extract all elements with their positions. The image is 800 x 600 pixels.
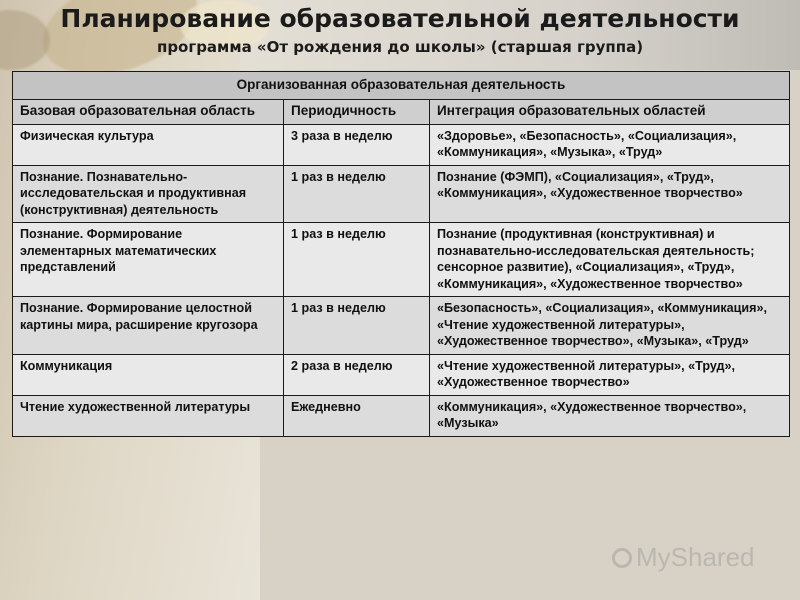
watermark-text: MyShared [636, 542, 755, 572]
column-header-integration: Интеграция образовательных областей [430, 100, 790, 125]
cell-area: Познание. Формирование элементарных математических представлений [13, 223, 284, 297]
cell-integration: «Здоровье», «Безопасность», «Социализация», «Коммуникация», «Музыка», «Труд» [430, 124, 790, 165]
table-row [13, 395, 790, 436]
cell-frequency: 1 раз в неделю [284, 165, 430, 223]
table-row [13, 223, 790, 297]
cell-frequency: 1 раз в неделю [284, 223, 430, 297]
watermark-logo [612, 542, 772, 576]
slide-header [0, 0, 800, 70]
cell-integration: «Безопасность», «Социализация», «Коммуникация», «Чтение художественной литературы», «Художественное творчество», «Музыка», «Труд» [430, 297, 790, 355]
column-header-area: Базовая образовательная область [13, 100, 284, 125]
cell-integration: «Чтение художественной литературы», «Труд», «Художественное творчество» [430, 354, 790, 395]
table-row [13, 124, 790, 165]
planning-table [12, 71, 790, 437]
cell-area: Познание. Формирование целостной картины мира, расширение кругозора [13, 297, 284, 355]
cell-frequency: Ежедневно [284, 395, 430, 436]
column-header-frequency: Периодичность [284, 100, 430, 125]
cell-integration: «Коммуникация», «Художественное творчество», «Музыка» [430, 395, 790, 436]
page-title: Планирование образовательной деятельности [60, 4, 740, 33]
cell-area: Познание. Познавательно-исследовательская и продуктивная (конструктивная) деятельность [13, 165, 284, 223]
watermark-icon [612, 548, 632, 568]
cell-area: Коммуникация [13, 354, 284, 395]
table-row [13, 354, 790, 395]
cell-frequency: 2 раза в неделю [284, 354, 430, 395]
table-column-headers [13, 100, 790, 125]
table-row [13, 165, 790, 223]
table-group-header: Организованная образовательная деятельность [13, 72, 790, 100]
cell-integration: Познание (продуктивная (конструктивная) и познавательно-исследовательская деятельность; сенсорное развитие), «Социализация», «Труд», «Коммуникация», «Художественное творчество» [430, 223, 790, 297]
cell-area: Чтение художественной литературы [13, 395, 284, 436]
table-row [13, 297, 790, 355]
cell-frequency: 3 раза в неделю [284, 124, 430, 165]
page-subtitle: программа «От рождения до школы» (старшая группа) [156, 38, 644, 56]
cell-integration: Познание (ФЭМП), «Социализация», «Труд», «Коммуникация», «Художественное творчество» [430, 165, 790, 223]
cell-frequency: 1 раз в неделю [284, 297, 430, 355]
cell-area: Физическая культура [13, 124, 284, 165]
